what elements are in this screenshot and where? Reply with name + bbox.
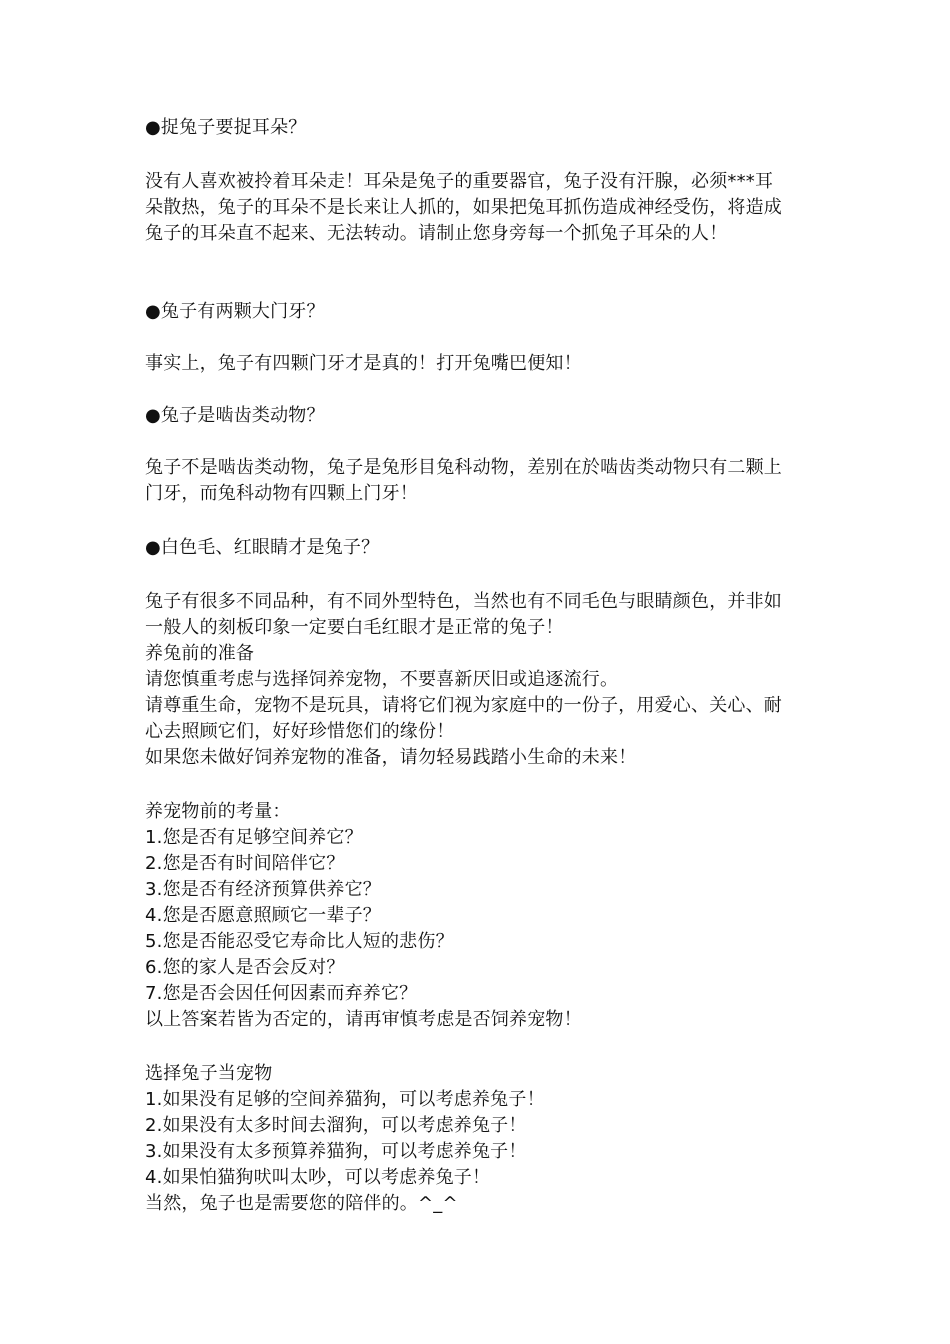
heading-color-myth: ●白色毛、红眼睛才是兔子？	[145, 537, 380, 558]
list-item: 4.如果怕猫狗吠叫太吵，可以考虑养兔子！	[145, 1167, 491, 1188]
paragraph-line: 朵散热，兔子的耳朵不是长来让人抓的，如果把兔耳抓伤造成神经受伤，将造成	[145, 197, 782, 218]
paragraph-line: 门牙，而兔科动物有四颗上门牙！	[145, 483, 418, 504]
list-item: 2.如果没有太多时间去溜狗，可以考虑养兔子！	[145, 1115, 527, 1136]
paragraph-line: 兔子的耳朵直不起来、无法转动。请制止您身旁每一个抓兔子耳朵的人！	[145, 223, 728, 244]
paragraph-line: 兔子有很多不同品种，有不同外型特色，当然也有不同毛色与眼睛颜色，并非如	[145, 591, 782, 612]
paragraph-line: 没有人喜欢被拎着耳朵走！耳朵是兔子的重要器官，兔子没有汗腺，必须***耳	[145, 171, 774, 192]
paragraph-line: 事实上，兔子有四颗门牙才是真的！打开兔嘴巴便知！	[145, 353, 582, 374]
heading-ear-myth: ●捉兔子要捉耳朵？	[145, 117, 307, 138]
list-item: 3.您是否有经济预算供养它？	[145, 879, 381, 900]
list-item: 1.如果没有足够的空间养猫狗，可以考虑养兔子！	[145, 1089, 545, 1110]
section-title-considerations: 养宠物前的考量：	[145, 801, 291, 822]
section-title-choosing-rabbit: 选择兔子当宠物	[145, 1063, 273, 1084]
paragraph-line: 一般人的刻板印象一定要白毛红眼才是正常的兔子！	[145, 617, 564, 638]
paragraph-line: 请尊重生命，宠物不是玩具，请将它们视为家庭中的一份子，用爱心、关心、耐	[145, 695, 782, 716]
paragraph-line: 请您慎重考虑与选择饲养宠物，不要喜新厌旧或追逐流行。	[145, 669, 619, 690]
paragraph-line: 如果您未做好饲养宠物的准备，请勿轻易践踏小生命的未来！	[145, 747, 637, 768]
list-item: 5.您是否能忍受它寿命比人短的悲伤？	[145, 931, 454, 952]
list-item: 3.如果没有太多预算养猫狗，可以考虑养兔子！	[145, 1141, 527, 1162]
heading-rodent-myth: ●兔子是啮齿类动物？	[145, 405, 325, 426]
paragraph-line: 兔子不是啮齿类动物，兔子是兔形目兔科动物，差别在於啮齿类动物只有二颗上	[145, 457, 782, 478]
list-item: 6.您的家人是否会反对？	[145, 957, 345, 978]
list-item: 1.您是否有足够空间养它？	[145, 827, 363, 848]
section-title-preparation: 养兔前的准备	[145, 643, 255, 664]
paragraph-line: 以上答案若皆为否定的，请再审慎考虑是否饲养宠物！	[145, 1009, 582, 1030]
paragraph-line: 心去照顾它们，好好珍惜您们的缘份！	[145, 721, 455, 742]
heading-teeth-myth: ●兔子有两颗大门牙？	[145, 301, 325, 322]
paragraph-line: 当然，兔子也是需要您的陪伴的。^_^	[145, 1193, 458, 1214]
list-item: 2.您是否有时间陪伴它？	[145, 853, 345, 874]
list-item: 4.您是否愿意照顾它一辈子？	[145, 905, 381, 926]
list-item: 7.您是否会因任何因素而弃养它？	[145, 983, 418, 1004]
